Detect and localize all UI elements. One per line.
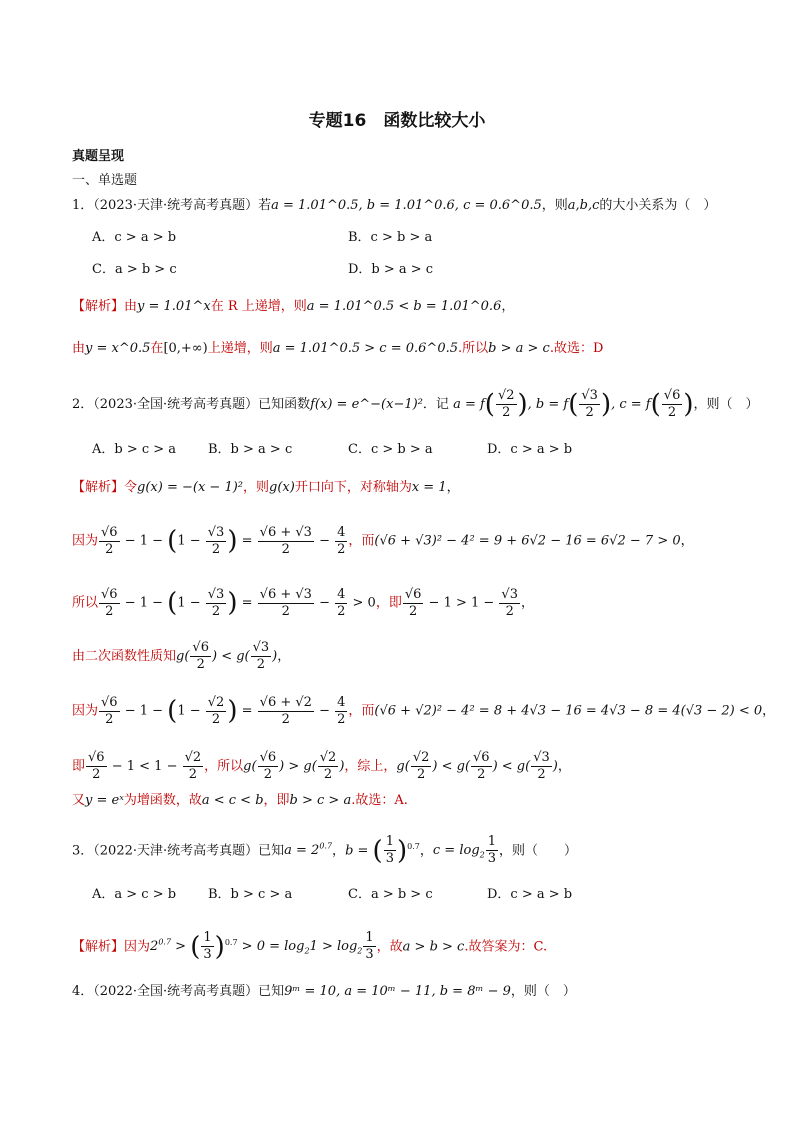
q1-solution-line-2: 由y = x^0.5在[0,+∞)上递增，则a = 1.01^0.5 > c = 0.6^0.5.所以b > a > c.故选：D [72, 341, 604, 356]
section-heading: 真题呈现 [72, 149, 125, 164]
q2-solution-line-2: 因为 $\frac{√6}{2}$ − 1 − (1 − $\frac{√3}{2}$ ) = $\frac{√6 + √3}{2}$ − $\frac{4}{2}$ ，而(√6 + √3)² − 4² = 9 + 6√2 − 16 = 6√2 − 7 > 0， [72, 524, 694, 557]
q2-solution-line-5: 因为 $\frac{√6}{2}$ − 1 − (1 − $\frac{√2}{2}$ ) = $\frac{√6 + √2}{2}$ − $\frac{4}{2}$ ，而(√6 + √2)² − 4² = 8 + 4√3 − 16 = 4√3 − 8 = 4(√3 − 2) < 0， [72, 694, 776, 727]
page-title: 专题16 函数比较大小 [308, 111, 486, 131]
q1-option-d: D．b > a > c [348, 262, 434, 277]
q1-stem: 1．（2023·天津·统考高考真题）若a = 1.01^0.5, b = 1.01^0.6, c = 0.6^0.5，则a,b,c的大小关系为（ ） [72, 198, 717, 213]
q3-solution: 【解析】因为$2^{0.7}$ > ( $\frac{1}{3}$ )$^{0.7} > 0 = \log_21 > \log_2$ $\frac{1}{3}$ ，故a > b > c.故答案为：C. [72, 930, 548, 963]
q1-option-b: B．c > b > a [348, 230, 433, 245]
q2-solution-line-3: 所以 $\frac{√6}{2}$ − 1 − (1 − $\frac{√3}{2}$ ) = $\frac{√6 + √3}{2}$ − $\frac{4}{2}$ > 0，即 $\frac{√6}{2}$ − 1 > 1 − $\frac{√3}{2}$ ， [72, 586, 534, 619]
q2-solution-line-4: 由二次函数性质知g( $\frac{√6}{2}$ ) < g( $\frac{√3}{2}$ )， [72, 640, 291, 672]
subsection-heading: 一、单选题 [72, 173, 138, 188]
q2-option-d: D．c > a > b [487, 442, 573, 457]
q2-stem: 2．（2023·全国·统考高考真题）已知函数f(x) = e^−(x−1)²．记 a = f( $\frac{√2}{2}$ ), b = f( $\frac{√3}{2}$ ), c = f( $\frac{√6}{2}$ )，则（ ） [72, 388, 759, 420]
q2-option-c: C．c > b > a [348, 442, 433, 457]
q1-solution-line-1: 【解析】由y = 1.01^x在 R 上递增，则a = 1.01^0.5 < b = 1.01^0.6， [72, 299, 515, 314]
q2-solution-line-1: 【解析】令g(x) = −(x − 1)²，则g(x)开口向下，对称轴为x = 1， [72, 480, 460, 495]
q3-stem: 3．（2022·天津·统考高考真题）已知$a = 2^{0.7}$，b = ( $\frac{1}{3}$ )$^{0.7}$，$c = \log_2$ $\frac{1}{3}$ ，则（ ） [72, 834, 578, 867]
q1-option-a: A．c > a > b [92, 230, 177, 245]
q2-solution-line-7: 又y = eˣ为增函数，故a < c < b，即b > c > a.故选：A. [72, 793, 408, 808]
q1-option-c: C．a > b > c [92, 262, 177, 277]
q4-stem: 4．（2022·全国·统考高考真题）已知9ᵐ = 10, a = 10ᵐ − 11, b = 8ᵐ − 9，则（ ） [72, 984, 576, 999]
q2-option-a: A．b > c > a [92, 442, 177, 457]
q3-option-d: D．c > a > b [487, 887, 573, 902]
q3-option-b: B．b > c > a [208, 887, 293, 902]
q2-option-b: B．b > a > c [208, 442, 293, 457]
q3-option-a: A．a > c > b [92, 887, 177, 902]
q2-solution-line-6: 即 $\frac{√6}{2}$ − 1 < 1 − $\frac{√2}{2}$ ，所以g( $\frac{√6}{2}$ ) > g( $\frac{√2}{2}$ )，综上，g( $\frac{√2}{2}$ ) < g( $\frac{√6}{2}$ ) < g( $\frac{√3}{2}$ )， [72, 750, 571, 782]
q3-option-c: C．a > b > c [348, 887, 433, 902]
